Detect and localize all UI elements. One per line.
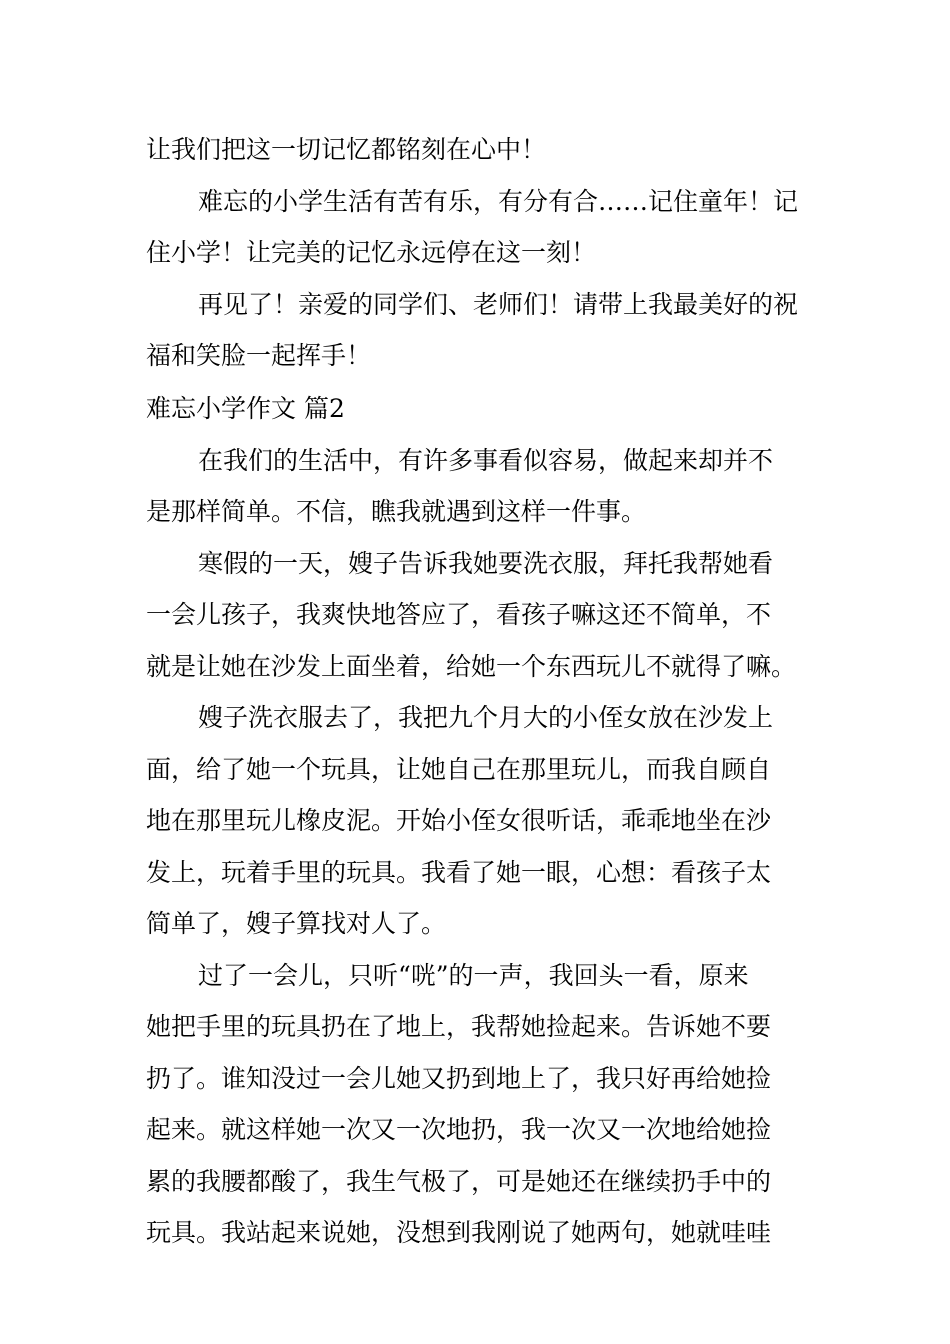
text-line: 简单了，嫂子算找对人了。 xyxy=(146,909,447,938)
text-line: 扔了。谁知没过一会儿她又扔到地上了，我只好再给她捡 xyxy=(146,1063,772,1093)
text-line: 累的我腰都酸了，我生气极了，可是她还在继续扔手中的 xyxy=(146,1166,772,1196)
text-line: 一会儿孩子，我爽快地答应了，看孩子嘛这还不简单，不 xyxy=(146,600,772,629)
text-line: 就是让她在沙发上面坐着，给她一个东西玩儿不就得了嘛。 xyxy=(146,651,797,681)
text-line: 地在那里玩儿橡皮泥。开始小侄女很听话，乖乖地坐在沙 xyxy=(146,806,772,835)
text-line: 面，给了她一个玩具，让她自己在那里玩儿，而我自顾自 xyxy=(146,754,772,784)
paragraph-line: 难忘的小学生活有苦有乐，有分有合……记住童年！记 xyxy=(198,186,799,216)
text-line: 发上，玩着手里的玩具。我看了她一眼，心想：看孩子太 xyxy=(146,857,772,887)
paragraph-line: 嫂子洗衣服去了，我把九个月大的小侄女放在沙发上 xyxy=(198,703,774,732)
text-line: 起来。就这样她一次又一次地扔，我一次又一次地给她捡 xyxy=(146,1115,772,1144)
section-heading: 难忘小学作文 篇2 xyxy=(146,393,345,423)
text-line: 福和笑脸一起挥手！ xyxy=(146,341,372,370)
paragraph-line: 在我们的生活中，有许多事看似容易，做起来却并不 xyxy=(198,445,774,475)
text-line: 是那样简单。不信，瞧我就遇到这样一件事。 xyxy=(146,497,647,526)
text-line: 玩具。我站起来说她，没想到我刚说了她两句，她就哇哇 xyxy=(146,1218,772,1247)
document-body xyxy=(146,124,808,1259)
paragraph-line: 寒假的一天，嫂子告诉我她要洗衣服，拜托我帮她看 xyxy=(198,548,774,578)
text-line: 她把手里的玩具扔在了地上，我帮她捡起来。告诉她不要 xyxy=(146,1012,772,1041)
text-line: 让我们把这一切记忆都铭刻在心中！ xyxy=(146,135,547,164)
paragraph-line: 过了一会儿，只听“咣”的一声，我回头一看，原来 xyxy=(198,960,749,990)
text-line: 住小学！让完美的记忆永远停在这一刻！ xyxy=(146,238,597,267)
paragraph-line: 再见了！亲爱的同学们、老师们！请带上我最美好的祝 xyxy=(198,289,799,319)
